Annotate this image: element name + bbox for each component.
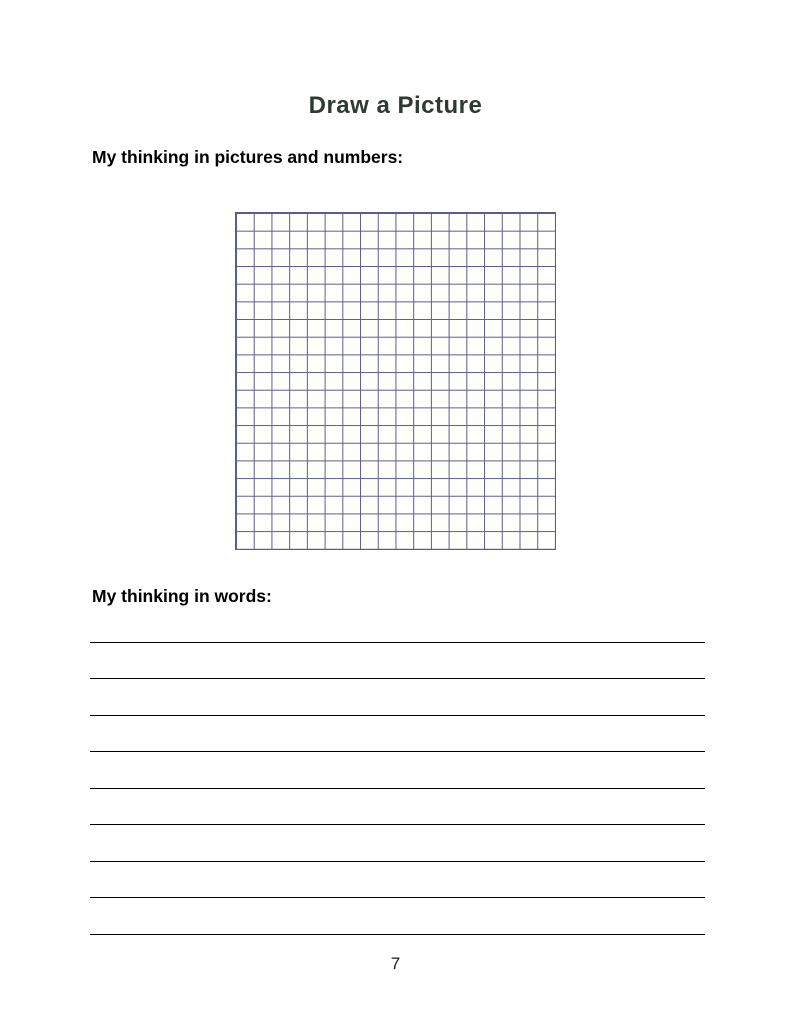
page-title: Draw a Picture <box>308 92 483 119</box>
writing-line <box>90 643 705 680</box>
writing-line <box>90 606 705 643</box>
writing-line <box>90 716 705 753</box>
writing-line <box>90 752 705 789</box>
page-number: 7 <box>390 954 401 973</box>
writing-lines <box>90 606 705 935</box>
writing-line <box>90 862 705 899</box>
pictures-section-label: My thinking in pictures and numbers: <box>92 147 404 167</box>
words-section-label: My thinking in words: <box>92 586 272 606</box>
writing-line <box>90 789 705 826</box>
writing-line <box>90 898 705 935</box>
drawing-grid <box>235 212 556 550</box>
writing-line <box>90 825 705 862</box>
writing-line <box>90 679 705 716</box>
